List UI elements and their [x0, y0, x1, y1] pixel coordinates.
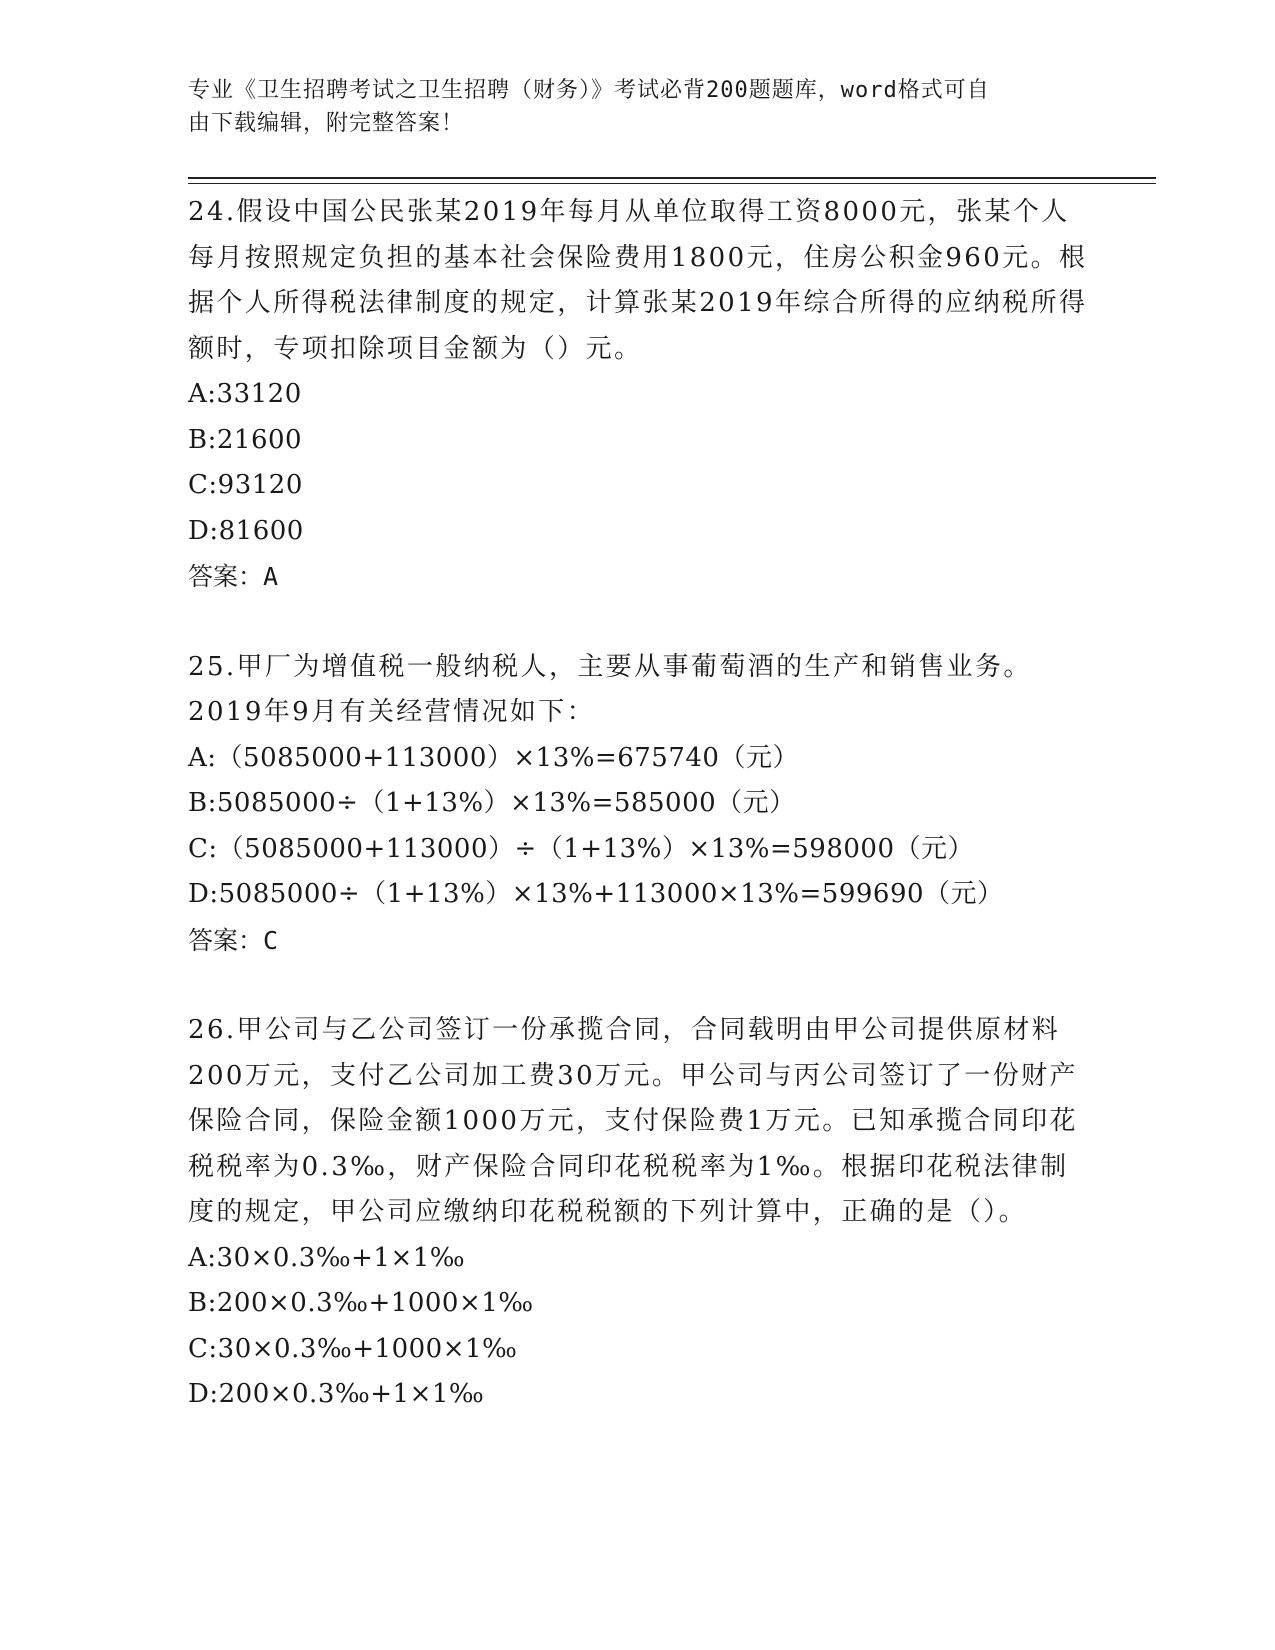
question-spacer	[188, 963, 1088, 1008]
header-rule-thin	[188, 183, 1156, 184]
option-a: A:33120	[188, 379, 302, 409]
question-text: 25.甲厂为增值税一般纳税人，主要从事葡萄酒的生产和销售业务。2019年9月有关经营情况如下：	[188, 651, 1032, 727]
option-a: A:30×0.3‰+1×1‰	[188, 1242, 466, 1273]
question-24	[188, 190, 1088, 600]
question-text: 24.假设中国公民张某2019年每月从单位取得工资8000元，张某个人每月按照规定负担的基本社会保险费用1800元，住房公积金960元。根据个人所得税法律制度的规定，计算张某2019年综合所得的应纳税所得额时，专项扣除项目金额为（）元。	[188, 197, 1088, 364]
option-b: B:21600	[188, 424, 303, 455]
option-a: A:（5085000+113000）×13%=675740（元）	[188, 742, 799, 773]
question-text: 26.甲公司与乙公司签订一份承揽合同，合同载明由甲公司提供原材料200万元，支付乙公司加工费30万元。甲公司与丙公司签订了一份财产保险合同，保险金额1000万元，支付保险费1万元。已知承揽合同印花税税率为0.3‰，财产保险合同印花税税率为1‰。根据印花税法律制度的规定，甲公司应缴纳印花税税额的下列计算中，正确的是（）。	[188, 1015, 1078, 1227]
header-line-2: 由下载编辑，附完整答案！	[188, 111, 465, 136]
question-list	[188, 190, 1088, 1418]
option-b: B:5085000÷（1+13%）×13%=585000（元）	[188, 788, 796, 818]
answer-label: 答案：C	[188, 925, 279, 955]
header-rule-thick	[188, 177, 1156, 179]
option-c: C:93120	[188, 470, 303, 500]
option-d: D:5085000÷（1+13%）×13%+113000×13%=599690（元）	[188, 879, 1004, 909]
question-spacer	[188, 600, 1088, 645]
question-26	[188, 1008, 1088, 1418]
option-c: C:30×0.3‰+1000×1‰	[188, 1333, 518, 1364]
question-25	[188, 645, 1088, 964]
document-header	[188, 74, 1088, 140]
option-b: B:200×0.3‰+1000×1‰	[188, 1288, 534, 1318]
answer-label: 答案：A	[188, 562, 279, 591]
option-c: C:（5085000+113000）÷（1+13%）×13%=598000（元）	[188, 833, 974, 864]
option-d: D:200×0.3‰+1×1‰	[188, 1379, 485, 1409]
header-line-1: 专业《卫生招聘考试之卫生招聘（财务）》考试必背200题题库，word格式可自	[188, 78, 990, 103]
option-d: D:81600	[188, 515, 304, 546]
